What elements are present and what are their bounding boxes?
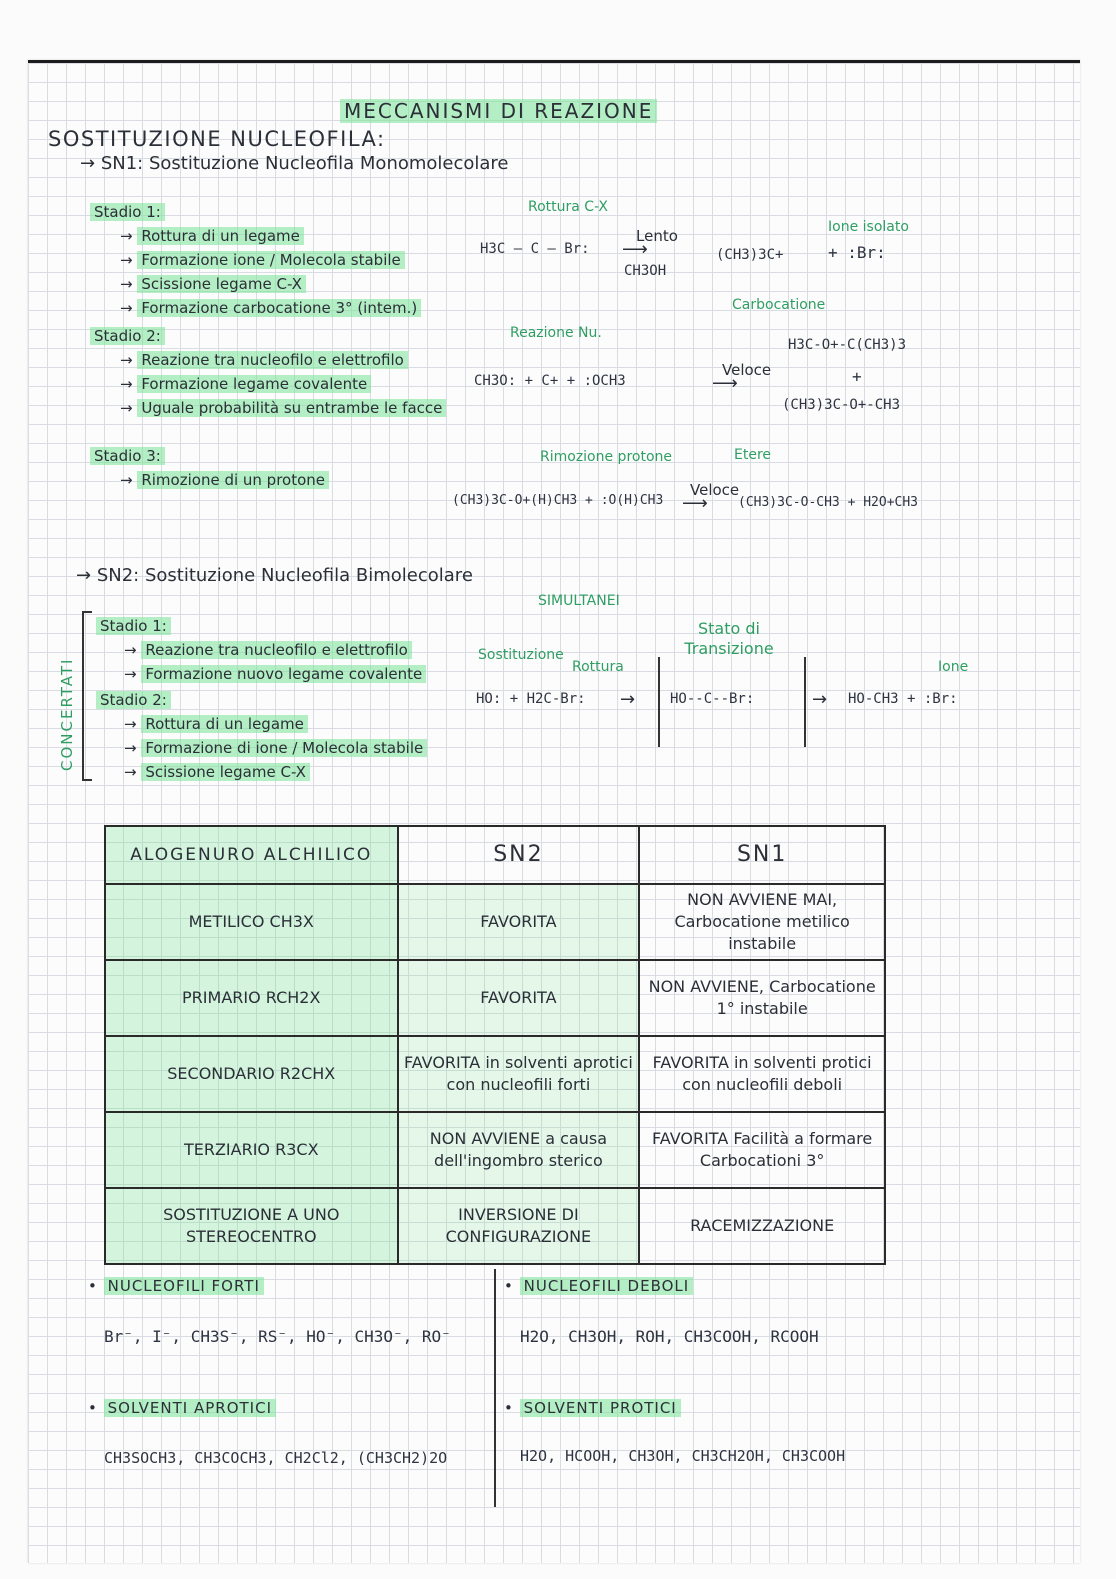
- column-divider: [494, 1269, 496, 1507]
- nucleofili-forti-title-text: NUCLEOFILI FORTI: [104, 1277, 264, 1295]
- solventi-aprotici-title: • SOLVENTI APROTICI: [88, 1399, 276, 1417]
- sn1-stadio2-item: → Formazione legame covalente: [120, 375, 371, 393]
- table-cell: PRIMARIO RCH2X: [105, 960, 398, 1036]
- solventi-protici-list: H2O, HCOOH, CH3OH, CH3CH2OH, CH3COOH: [520, 1447, 846, 1465]
- page-title-text: MECCANISMI DI REAZIONE: [340, 99, 657, 123]
- sn2-stadio2-item-text: Formazione di ione / Molecola stabile: [141, 739, 427, 757]
- step3-left: (CH3)3C-O+(H)CH3 + :O(H)CH3: [452, 493, 664, 508]
- reaction-arrow-icon: ⟶: [682, 493, 708, 514]
- solventi-protici-title: • SOLVENTI PROTICI: [504, 1399, 681, 1417]
- simultanei-label: SIMULTANEI: [538, 593, 620, 609]
- sn2-transition-state: HO--C--Br:: [670, 691, 755, 707]
- arrow-right-icon: →: [80, 153, 101, 174]
- table-cell: FAVORITA Facilità a formare Carbocationi 3°: [639, 1112, 885, 1188]
- stato-transizione-label: Stato di Transizione: [684, 619, 774, 658]
- table-header-cell: SN2: [398, 826, 640, 884]
- sn2-stadio1-label: [96, 617, 171, 635]
- reaction-arrow-icon: →: [812, 689, 828, 710]
- table-cell: FAVORITA: [398, 960, 640, 1036]
- notebook-page: [28, 60, 1080, 1563]
- sn2-stadio2-item: → Rottura di un legame: [124, 715, 308, 733]
- sn1-heading: [80, 153, 509, 174]
- oxonium-b: (CH3)3C-O+-CH3: [782, 397, 901, 413]
- table-cell: FAVORITA in solventi protici con nucleofili deboli: [639, 1036, 885, 1112]
- arrow-right-icon: →: [76, 565, 97, 586]
- table-cell: NON AVVIENE MAI, Carbocatione metilico instabile: [639, 884, 885, 960]
- sn1-cation: (CH3)3C+: [716, 247, 784, 263]
- reazione-nu-label: Reazione Nu.: [510, 325, 602, 341]
- sn2-products: HO-CH3 + :Br:: [848, 691, 958, 707]
- sn2-heading-text: SN2: Sostituzione Nucleofila Bimolecolare: [96, 565, 473, 586]
- sn1-stadio1-label-text: Stadio 1:: [90, 203, 165, 221]
- sn1-stadio1-item-text: Formazione ione / Molecola stabile: [137, 251, 404, 269]
- reaction-arrow-icon: ⟶: [712, 373, 738, 394]
- sn1-stadio3-item-text: Rimozione di un protone: [137, 471, 329, 489]
- sn1-stadio2-item-text: Uguale probabilità su entrambe le facce: [137, 399, 446, 417]
- rimozione-protone-label: Rimozione protone: [540, 449, 673, 465]
- reaction-arrow-icon: →: [620, 689, 636, 710]
- sn1-stadio2-item: → Reazione tra nucleofilo e elettrofilo: [120, 351, 408, 369]
- table-cell: TERZIARIO R3CX: [105, 1112, 398, 1188]
- sn1-stadio3-label: [90, 447, 165, 465]
- step3-right: (CH3)3C-O-CH3 + H2O+CH3: [738, 495, 919, 510]
- sn2-heading: [76, 565, 473, 586]
- sn1-heading-text: SN1: Sostituzione Nucleofila Monomolecolare: [100, 153, 509, 174]
- solventi-protici-title-text: SOLVENTI PROTICI: [520, 1399, 681, 1417]
- etere-label: Etere: [734, 447, 772, 463]
- sn2-stadio2-item-text: Rottura di un legame: [141, 715, 308, 733]
- sn2-stadio2-item: → Formazione di ione / Molecola stabile: [124, 739, 427, 757]
- carbocatione-label: Carbocatione: [732, 297, 826, 313]
- sn2-stadio1-item: → Formazione nuovo legame covalente: [124, 665, 426, 683]
- sn2-stadio2-label: [96, 691, 171, 709]
- table-cell: SOSTITUZIONE A UNO STEREOCENTRO: [105, 1188, 398, 1264]
- sn1-stadio2-label: [90, 327, 165, 345]
- sn1-stadio1-item-text: Rottura di un legame: [137, 227, 304, 245]
- sn2-stadio1-item-text: Formazione nuovo legame covalente: [141, 665, 426, 683]
- sn1-stadio1-item-text: Scissione legame C-X: [137, 275, 306, 293]
- sn1-stadio2-item: → Uguale probabilità su entrambe le facce: [120, 399, 450, 417]
- lento-label: Lento: [636, 227, 678, 245]
- nucleofili-forti-title: • NUCLEOFILI FORTI: [88, 1277, 264, 1295]
- plus-sign: +: [852, 367, 862, 386]
- table-row: [105, 1036, 885, 1112]
- solvent-label: CH3OH: [624, 263, 667, 279]
- sn1-bromide: + :Br:: [828, 243, 886, 262]
- table-cell: INVERSIONE DI CONFIGURAZIONE: [398, 1188, 640, 1264]
- sn1-stadio1-item-text: Formazione carbocatione 3° (intem.): [137, 299, 421, 317]
- sn2-stadio2-item: → Scissione legame C-X: [124, 763, 310, 781]
- reaction-arrow-icon: ⟶: [622, 239, 648, 260]
- comparison-table: [104, 825, 886, 1265]
- table-row: [105, 1188, 885, 1264]
- concertati-bracket: [82, 611, 92, 781]
- ione-label: Ione: [938, 659, 969, 675]
- table-header-row: [105, 826, 885, 884]
- sn1-stadio1-item: → Formazione carbocatione 3° (intem.): [120, 299, 421, 317]
- sn1-stadio3-item: → Rimozione di un protone: [120, 471, 329, 489]
- table-row: [105, 960, 885, 1036]
- sn2-stadio2-label-text: Stadio 2:: [96, 691, 171, 709]
- table-cell: NON AVVIENE a causa dell'ingombro sterico: [398, 1112, 640, 1188]
- sn2-reagents: HO: + H2C-Br:: [476, 691, 586, 707]
- rottura-sn2-label: Rottura: [572, 659, 624, 675]
- table-header-cell: ALOGENURO ALCHILICO: [105, 826, 398, 884]
- table-cell: FAVORITA: [398, 884, 640, 960]
- sn2-stadio1-item-text: Reazione tra nucleofilo e elettrofilo: [141, 641, 412, 659]
- sn2-stadio2-item-text: Scissione legame C-X: [141, 763, 310, 781]
- rottura-label: Rottura C-X: [528, 199, 609, 215]
- nucleofili-deboli-list: H2O, CH3OH, ROH, CH3COOH, RCOOH: [520, 1327, 819, 1346]
- sn2-stadio1-item: → Reazione tra nucleofilo e elettrofilo: [124, 641, 412, 659]
- solventi-aprotici-title-text: SOLVENTI APROTICI: [104, 1399, 276, 1417]
- ione-isolato-label: Ione isolato: [828, 219, 909, 235]
- nu-attack: CH3O: + C+ + :OCH3: [474, 373, 626, 389]
- table-row: [105, 884, 885, 960]
- sn1-stadio1-item: → Formazione ione / Molecola stabile: [120, 251, 405, 269]
- veloce-label-2: Veloce: [690, 481, 740, 499]
- sostituzione-label: Sostituzione: [478, 647, 564, 663]
- oxonium-a: H3C-O+-C(CH3)3: [788, 337, 907, 353]
- table-row: [105, 1112, 885, 1188]
- sn1-stadio3-label-text: Stadio 3:: [90, 447, 165, 465]
- sn1-substrate: H3C — C — Br:: [480, 241, 590, 257]
- concertati-label: CONCERTATI: [58, 657, 76, 771]
- section-heading: SOSTITUZIONE NUCLEOFILA:: [48, 127, 386, 151]
- nucleofili-forti-list: Br⁻, I⁻, CH3S⁻, RS⁻, HO⁻, CH3O⁻, RO⁻: [104, 1327, 451, 1346]
- sn1-stadio1-item: → Scissione legame C-X: [120, 275, 306, 293]
- nucleofili-deboli-title: • NUCLEOFILI DEBOLI: [504, 1277, 693, 1295]
- sn1-stadio2-item-text: Reazione tra nucleofilo e elettrofilo: [137, 351, 408, 369]
- table-header-cell: SN1: [639, 826, 885, 884]
- page-title: [340, 99, 657, 123]
- table-cell: SECONDARIO R2CHX: [105, 1036, 398, 1112]
- sn1-stadio1-item: → Rottura di un legame: [120, 227, 304, 245]
- sn1-stadio2-item-text: Formazione legame covalente: [137, 375, 371, 393]
- table-cell: FAVORITA in solventi aprotici con nucleofili forti: [398, 1036, 640, 1112]
- table-cell: NON AVVIENE, Carbocatione 1° instabile: [639, 960, 885, 1036]
- sn1-stadio1-label: [90, 203, 165, 221]
- solventi-aprotici-list: CH3SOCH3, CH3COCH3, CH2Cl2, (CH3CH2)2O: [104, 1449, 448, 1467]
- table-cell: RACEMIZZAZIONE: [639, 1188, 885, 1264]
- nucleofili-deboli-title-text: NUCLEOFILI DEBOLI: [520, 1277, 694, 1295]
- sn1-stadio2-label-text: Stadio 2:: [90, 327, 165, 345]
- table-cell: METILICO CH3X: [105, 884, 398, 960]
- veloce-label-1: Veloce: [722, 361, 772, 379]
- sn2-stadio1-label-text: Stadio 1:: [96, 617, 171, 635]
